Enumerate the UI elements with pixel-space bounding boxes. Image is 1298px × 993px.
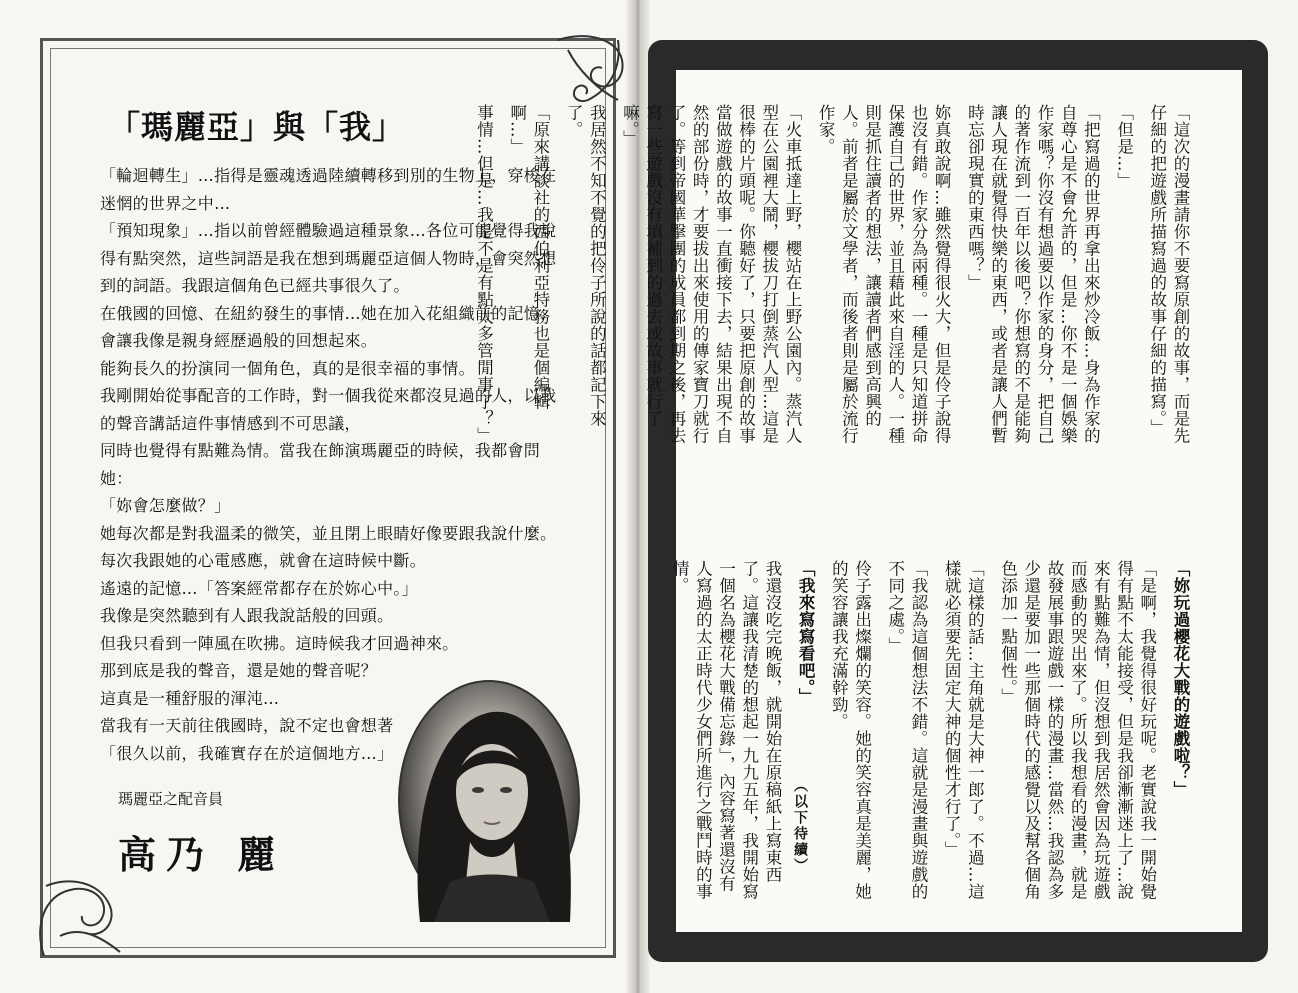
essay-paragraph: 遙遠的記憶…「答案經常都存在於妳心中。」: [100, 578, 419, 598]
essay-paragraph: 「輪迴轉生」…指得是靈魂透過陸續轉移到別的生物上，穿梭在迷惘的世界之中…: [100, 166, 557, 213]
novel-paragraph: 事情…但是…我是不是有點太多管閒事了？」: [474, 104, 494, 444]
essay-paragraph: 我像是突然聽到有人跟我說話般的回頭。: [100, 606, 394, 625]
portrait-image: [400, 682, 582, 922]
essay-paragraph: 但我只看到一陣風在吹拂。這時候我才回過神來。: [100, 633, 459, 653]
essay-paragraph: 「妳會怎麼做？」: [100, 496, 231, 515]
novel-paragraph: 「妳玩過櫻花大戰的遊戲啦？」: [1171, 560, 1190, 798]
novel-paragraph: 「這樣的話…主角就是大神一郎了。不過…這樣就必須要先固定大神的個性才行了。」: [942, 560, 985, 900]
novel-paragraph: 伶子露出燦爛的笑容。她的笑容真是美麗，她的笑容讓我充滿幹勁。: [829, 560, 872, 900]
voice-actor-portrait: [398, 680, 580, 920]
scroll-ornament-top-right: [548, 30, 632, 110]
novel-paragraph: 「火車抵達上野，櫻站在上野公園內。蒸汽人型在公園裡大鬧，櫻拔刀打倒蒸汽人型…這是很棒的片頭呢。你聽好了，只要把原創的故事當做遊戲的故事一直衝接下去，結果出現不自然的部份時，才要拔出來使用的傳家寶刀就行了。等到帝國華擊團的成員都到期之後，再去寫一些遊戲沒有填補到的過去或故事就行了嘛。」: [620, 104, 802, 444]
essay-paragraph: 這真是一種舒服的渾沌…: [100, 688, 280, 708]
essay-paragraph: 我剛開始從事配音的工作時，對一個我從來都沒見過的人，以我的聲音講話這件事情感到不可思議，: [100, 386, 557, 433]
essay-paragraph: 「很久以前，我確實存在於這個地方…」: [100, 743, 394, 763]
essay-paragraph: 她每次都是對我溫柔的微笑，並且閉上眼睛好像要跟我說什麼。每次我跟她的心電感應，就會在這時候中斷。: [100, 523, 557, 570]
essay-paragraph: 那到底是我的聲音，還是她的聲音呢？: [100, 661, 378, 680]
essay-paragraph: 能夠長久的扮演同一個角色，真的是很幸福的事情。: [100, 358, 475, 378]
essay-paragraph: 同時也覺得有點難為情。當我在飾演瑪麗亞的時候，我都會問她：: [100, 441, 541, 488]
voice-actor-name: 高乃 麗: [118, 832, 286, 877]
voice-actor-label: 瑪麗亞之配音員: [118, 790, 224, 808]
essay-paragraph: 在俄國的回憶、在紐約發生的事情…她在加入花組織前的記憶，會讓我像是親身經歷過般的回想起來。: [100, 303, 557, 350]
novel-paragraph: 「這次的漫畫請你不要寫原創的故事，而是先仔細的把遊戲所描寫過的故事仔細的描寫。」: [1147, 104, 1190, 444]
novel-paragraph: 我還沒吃完晚飯，就開始在原稿紙上寫東西了。這讓我清楚的想起一九九五年，我開始寫一個名為櫻花大戰備忘錄」，內容寫著還沒有人寫過的太正時代少女們所進行之戰鬥時的事情。: [670, 560, 782, 900]
novel-paragraph: 我居然不知不覺的把伶子所說的話都記下來了。: [564, 104, 607, 427]
novel-paragraph: 「我認為這個想法不錯。這就是漫畫與遊戲的不同之處。」: [885, 560, 928, 900]
novel-paragraph: 「原來講談社的西伯利亞特務也是個編輯啊…」: [507, 104, 550, 410]
novel-text-upper: [474, 104, 1192, 444]
novel-paragraph: 「把寫過的世界再拿出來炒冷飯…身為作家的自尊心是不會允許的，但是…你不是一個娛樂作家嗎？你沒有想過要以作家的身分，把自己的著作流到一百年以後吧？你想寫的不是能夠讓人現在就覺得快樂的東西，或者是讓人們暫時忘卻現實的東西嗎？」: [965, 104, 1101, 444]
essay-paragraph: 當我有一天前往俄國時，說不定也會想著: [100, 716, 394, 735]
essay-paragraph: 「預知現象」…指以前曾經體驗過這種景象…各位可能覺得我說得有點突然，這些詞語是我在想到瑪麗亞這個人物時，會突然想到的詞語。我跟這個角色已經共事很久了。: [100, 221, 557, 295]
novel-paragraph: 「我來寫寫看吧。」: [796, 560, 816, 705]
novel-paragraph: 妳真敢說啊…雖然覺得很火大，但是伶子說得也沒有錯。作家分為兩種。一種是只知道拼命保護自己的世界，並且藉此來自淫的人。一種則是抓住讀者的想法，讓讀者們感到高興的人。前者是屬於文學者，而後者則是屬於流行作家。: [816, 104, 952, 444]
scroll-ornament-bottom-left: [30, 866, 140, 966]
novel-paragraph: 「是啊，我覺得很好玩呢。老實說我一開始覺得有點不太能接受，但是我卻漸漸迷上了…說來有點難為情，但沒想到我居然會因為玩遊戲而感動的哭出來了。所以我想看的漫畫，就是故發展事跟遊戲一樣的漫畫…當然…我認為多少還是要加一些那個時代的感覺以及幫各個角色添加一點個性。」: [998, 560, 1157, 900]
novel-paragraph: 「但是…」: [1114, 104, 1134, 189]
to-be-continued-note: （以下待續）: [792, 778, 808, 874]
article-title: 「瑪麗亞」與「我」: [108, 108, 406, 146]
